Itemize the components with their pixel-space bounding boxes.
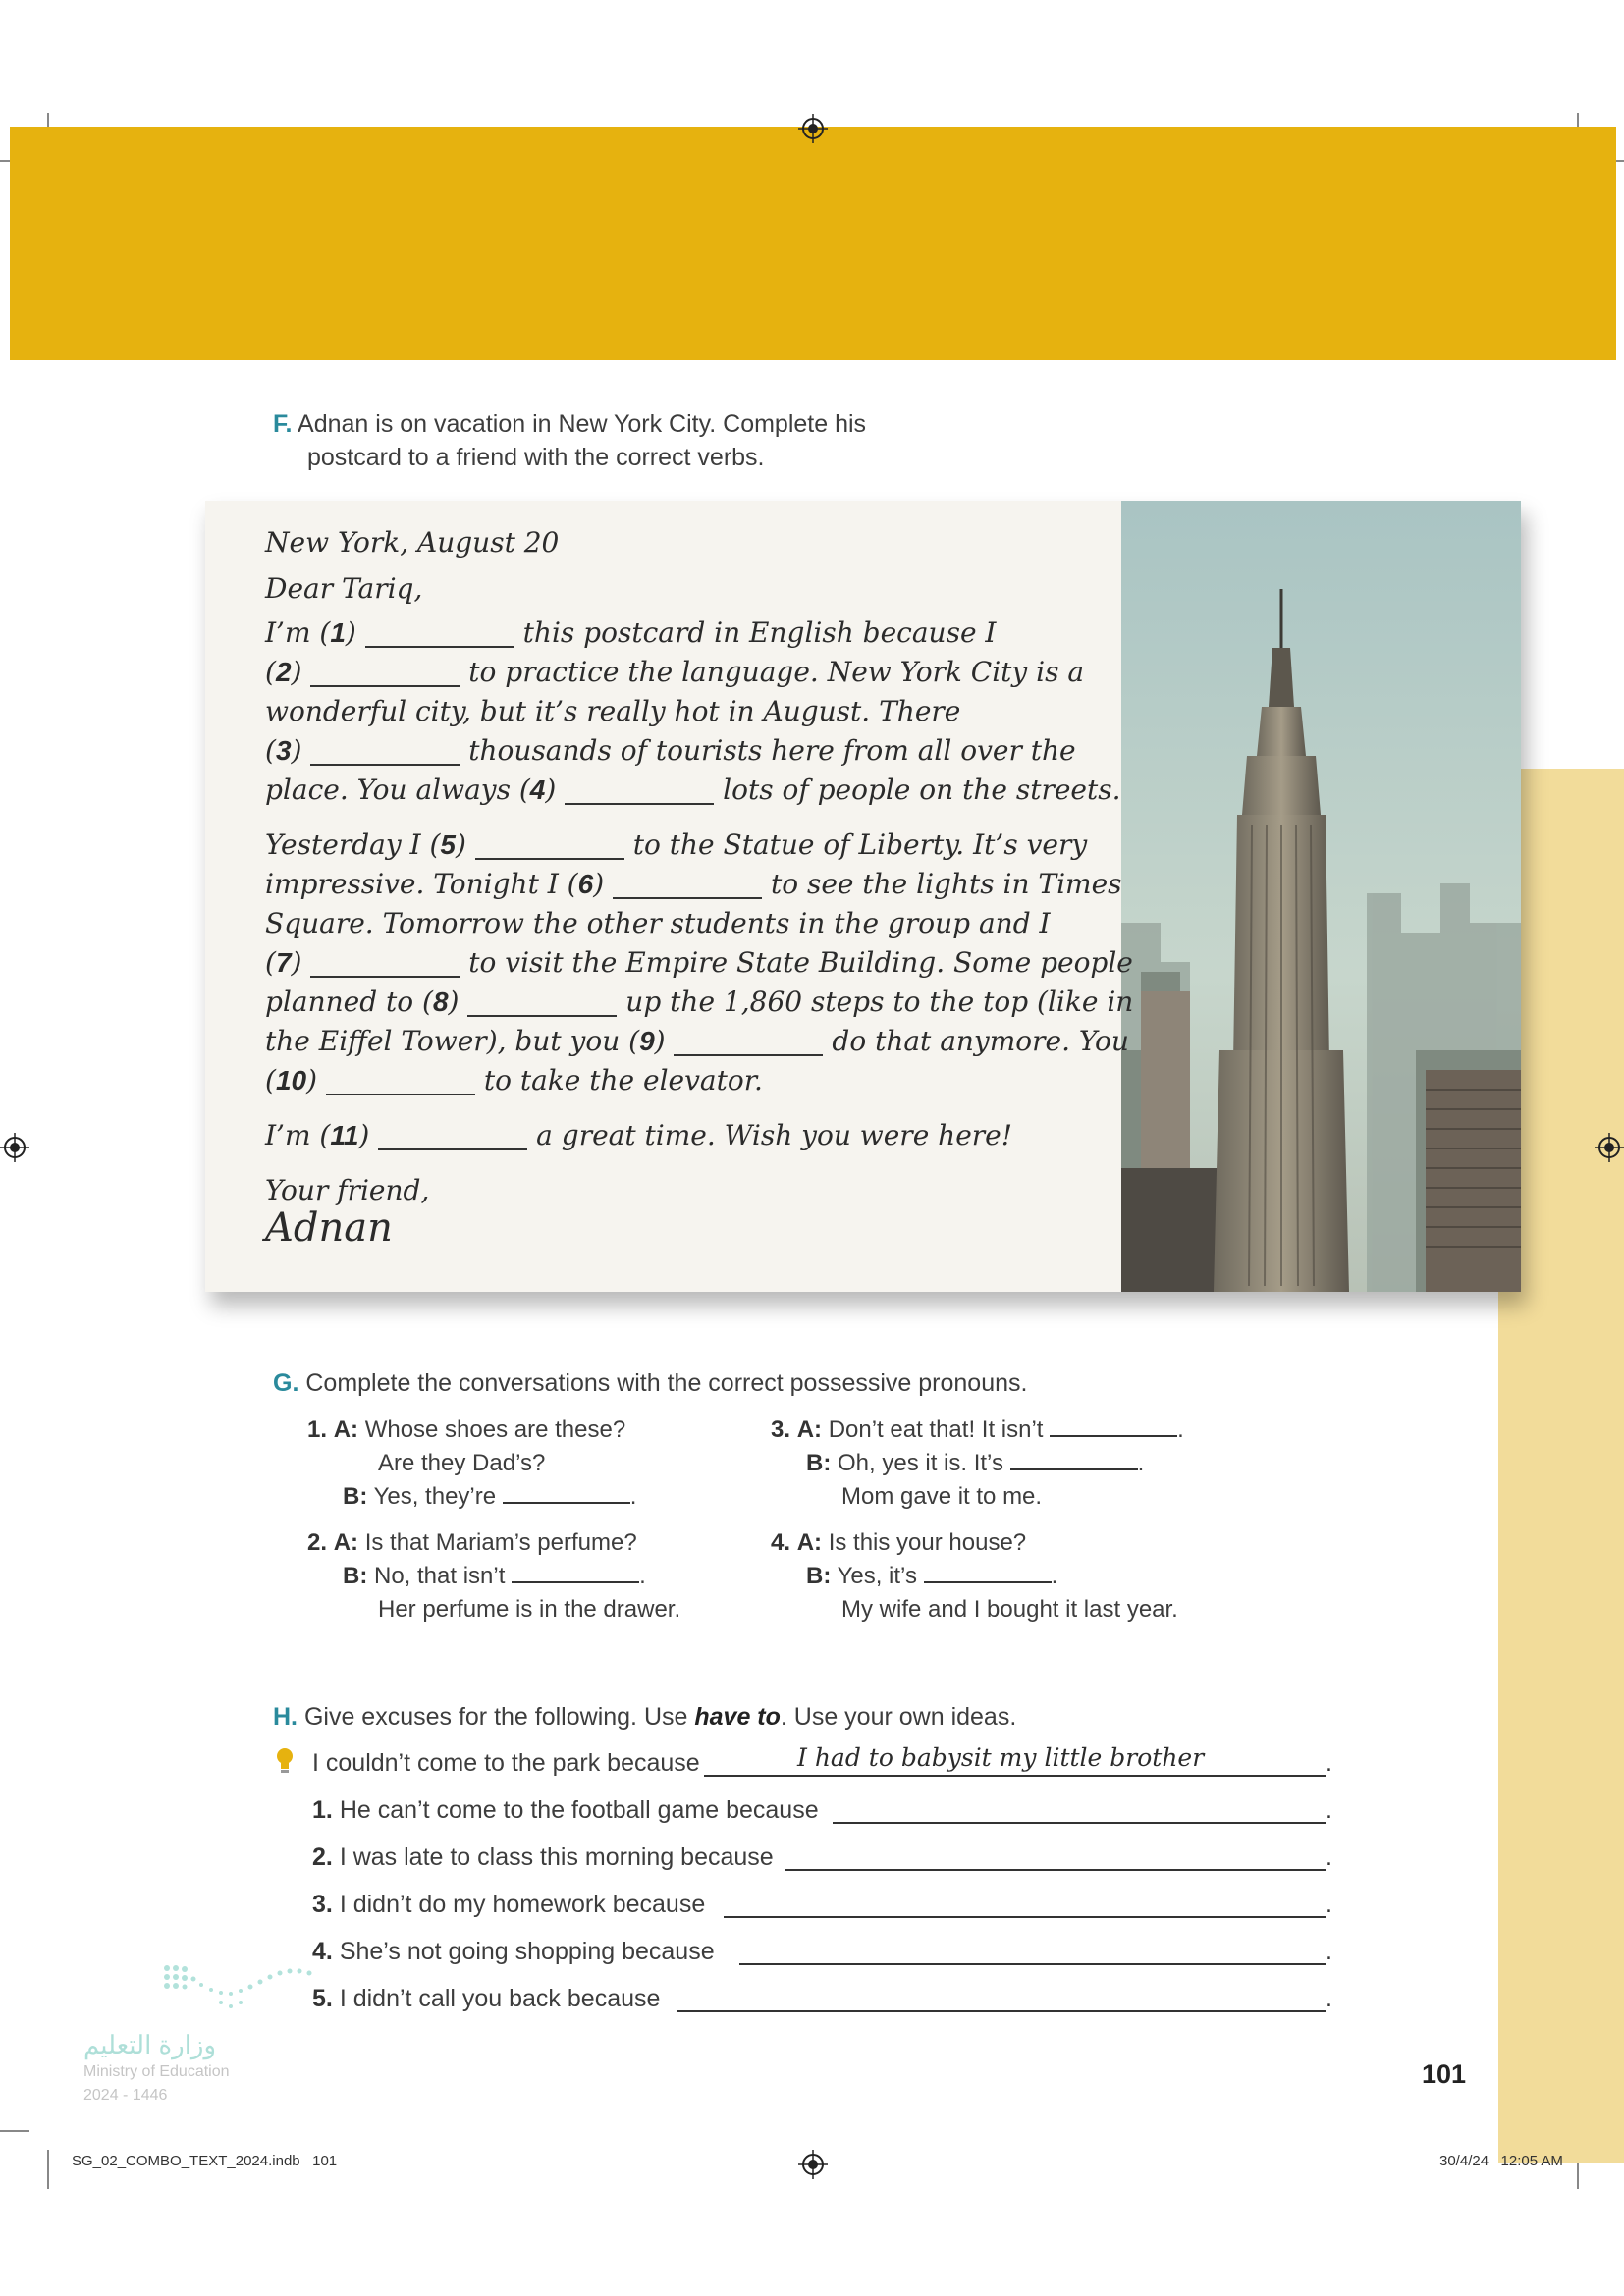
blank-number: 10 bbox=[275, 1065, 307, 1095]
excuse-item-3: 3. I didn’t do my homework because bbox=[312, 1891, 706, 1918]
answer-blank-3[interactable] bbox=[310, 738, 460, 766]
text: Yesterday I ( bbox=[265, 828, 441, 861]
blank-number: 6 bbox=[577, 869, 594, 899]
header-banner bbox=[10, 127, 1616, 360]
speaker-a: A: bbox=[796, 1529, 823, 1556]
line-text: Is that Mariam’s perfume? bbox=[364, 1529, 637, 1556]
registration-mark-icon bbox=[1595, 1133, 1624, 1162]
text: planned to ( bbox=[265, 986, 433, 1018]
speaker-a: A: bbox=[333, 1416, 359, 1443]
postcard-signature: Adnan bbox=[265, 1205, 393, 1251]
example-answer: I had to babysit my little brother bbox=[797, 1743, 1205, 1772]
registration-mark-icon bbox=[798, 114, 828, 143]
blank-number: 3 bbox=[275, 735, 292, 766]
exercise-h-instruction bbox=[273, 1700, 1016, 1734]
answer-blank-1[interactable] bbox=[365, 620, 514, 648]
footer-datetime: 30/4/24 12:05 AM bbox=[1439, 2153, 1563, 2169]
excuse-item-2: 2. I was late to class this morning because bbox=[312, 1843, 774, 1871]
blank-number: 1 bbox=[330, 617, 346, 648]
blank-number: 9 bbox=[639, 1026, 655, 1056]
line-text: My wife and I bought it last year. bbox=[841, 1596, 1178, 1623]
postcard-line: wonderful city, but it’s really hot in August. There bbox=[265, 695, 961, 727]
text: do that anymore. You bbox=[832, 1025, 1129, 1057]
instruction-text: postcard to a friend with the correct verbs. bbox=[307, 444, 765, 471]
answer-blank[interactable] bbox=[1010, 1449, 1138, 1470]
blank-number: 5 bbox=[440, 829, 456, 860]
text: thousands of tourists here from all over the bbox=[468, 734, 1076, 767]
text: up the 1,860 steps to the top (like in bbox=[625, 986, 1134, 1018]
text: to see the lights in Times bbox=[770, 868, 1122, 900]
ministry-year: 2024 - 1446 bbox=[83, 2087, 168, 2104]
answer-blank[interactable] bbox=[1050, 1415, 1177, 1437]
speaker-a: A: bbox=[796, 1416, 823, 1443]
line-text: Is this your house? bbox=[828, 1529, 1027, 1556]
line-text: Yes, they’re bbox=[373, 1483, 497, 1510]
postcard-line: the Eiffel Tower), but you (9) do that anymore. You bbox=[265, 1025, 1129, 1057]
item-number: 2. bbox=[307, 1529, 328, 1556]
answer-line-4[interactable] bbox=[739, 1963, 1326, 1965]
text: the Eiffel Tower), but you ( bbox=[265, 1025, 640, 1057]
text: to take the elevator. bbox=[483, 1064, 763, 1096]
blank-number: 2 bbox=[275, 657, 292, 687]
registration-mark-icon bbox=[798, 2150, 828, 2179]
text: lots of people on the streets. bbox=[723, 774, 1121, 806]
exercise-letter: H. bbox=[273, 1703, 298, 1731]
conversation-1: 1. A: Whose shoes are these? Are they Dad’s? B: Yes, they’re . bbox=[307, 1416, 637, 1510]
item-number: 1. bbox=[307, 1416, 328, 1443]
line-text: Yes, it’s bbox=[837, 1563, 917, 1589]
answer-blank-7[interactable] bbox=[310, 950, 460, 978]
answer-blank-10[interactable] bbox=[326, 1068, 475, 1095]
example-answer-line bbox=[704, 1775, 1326, 1777]
answer-blank[interactable] bbox=[512, 1562, 639, 1583]
postcard-line: Square. Tomorrow the other students in the group and I bbox=[265, 907, 1051, 939]
answer-line-5[interactable] bbox=[677, 2010, 1326, 2012]
postcard-line: (3) thousands of tourists here from all over the bbox=[265, 734, 1076, 767]
instruction-text: Complete the conversations with the correct possessive pronouns. bbox=[305, 1369, 1028, 1397]
postcard-line: I’m (11) a great time. Wish you were here! bbox=[265, 1119, 1012, 1151]
text: this postcard in English because I bbox=[522, 616, 997, 649]
speaker-a: A: bbox=[333, 1529, 359, 1556]
conversation-2: 2. A: Is that Mariam’s perfume? B: No, that isn’t . Her perfume is in the drawer. bbox=[307, 1529, 681, 1623]
speaker-b: B: bbox=[806, 1450, 832, 1476]
footer-file-info: SG_02_COMBO_TEXT_2024.indb 101 bbox=[72, 2153, 338, 2169]
blank-number: 8 bbox=[432, 987, 449, 1017]
crop-mark bbox=[0, 2130, 29, 2132]
postcard-line: (2) to practice the language. New York City is a bbox=[265, 656, 1085, 688]
line-text: No, that isn’t bbox=[374, 1563, 506, 1589]
exercise-letter: G. bbox=[273, 1369, 299, 1397]
registration-mark-icon bbox=[0, 1133, 29, 1162]
speaker-b: B: bbox=[806, 1563, 832, 1589]
postcard-closing: Your friend, bbox=[265, 1174, 430, 1206]
text: I’m ( bbox=[265, 616, 331, 649]
text: I’m ( bbox=[265, 1119, 331, 1151]
excuse-item-4: 4. She’s not going shopping because bbox=[312, 1938, 715, 1965]
answer-blank-2[interactable] bbox=[310, 660, 460, 687]
instruction-text: Adnan is on vacation in New York City. Complete his bbox=[298, 410, 867, 438]
excuse-item-1: 1. He can’t come to the football game because bbox=[312, 1796, 819, 1824]
conversation-3: 3. A: Don’t eat that! It isn’t . B: Oh, yes it is. It’s . Mom gave it to me. bbox=[771, 1416, 1184, 1510]
example-prompt: I couldn’t come to the park because bbox=[312, 1749, 700, 1777]
exercise-g-instruction bbox=[273, 1366, 1027, 1400]
line-text: Mom gave it to me. bbox=[841, 1483, 1043, 1510]
line-text: Whose shoes are these? bbox=[364, 1416, 626, 1443]
postcard-date: New York, August 20 bbox=[265, 526, 560, 559]
text: to the Statue of Liberty. It’s very bbox=[632, 828, 1088, 861]
ministry-arabic-name: وزارة التعليم bbox=[83, 2030, 217, 2059]
instruction-text: Give excuses for the following. Use bbox=[303, 1703, 695, 1731]
postcard-line: (10) to take the elevator. bbox=[265, 1064, 763, 1096]
answer-blank-8[interactable] bbox=[467, 989, 617, 1017]
blank-number: 7 bbox=[275, 947, 292, 978]
lightbulb-icon bbox=[276, 1747, 294, 1775]
answer-line-2[interactable] bbox=[785, 1869, 1326, 1871]
conversation-4: 4. A: Is this your house? B: Yes, it’s . My wife and I bought it last year. bbox=[771, 1529, 1178, 1623]
speaker-b: B: bbox=[343, 1563, 368, 1589]
exercise-letter: F. bbox=[273, 410, 293, 438]
answer-blank-4[interactable] bbox=[565, 777, 714, 805]
answer-blank[interactable] bbox=[924, 1562, 1052, 1583]
text: to practice the language. New York City is a bbox=[468, 656, 1085, 688]
speaker-b: B: bbox=[343, 1483, 368, 1510]
ministry-logo-icon bbox=[162, 1963, 319, 2017]
postcard-line: place. You always (4) lots of people on the streets. bbox=[265, 774, 1121, 806]
excuse-item-5: 5. I didn’t call you back because bbox=[312, 1985, 661, 2012]
text: a great time. Wish you were here! bbox=[536, 1119, 1012, 1151]
item-number: 3. bbox=[771, 1416, 791, 1443]
item-number: 4. bbox=[771, 1529, 791, 1556]
postcard-line: (7) to visit the Empire State Building. Some people bbox=[265, 946, 1133, 979]
answer-line-3[interactable] bbox=[724, 1916, 1326, 1918]
blank-number: 4 bbox=[529, 774, 546, 805]
exercise-f-instruction bbox=[273, 407, 866, 474]
answer-blank-6[interactable] bbox=[613, 872, 762, 899]
page-number: 101 bbox=[1422, 2059, 1467, 2089]
text: place. You always ( bbox=[265, 774, 530, 806]
postcard-line: planned to (8) up the 1,860 steps to the top (like in bbox=[265, 986, 1134, 1018]
answer-blank-5[interactable] bbox=[475, 832, 624, 860]
answer-line-1[interactable] bbox=[833, 1822, 1326, 1824]
text: impressive. Tonight I ( bbox=[265, 868, 578, 900]
instruction-bold: have to bbox=[694, 1703, 781, 1731]
ministry-english-name: Ministry of Education bbox=[83, 2063, 230, 2080]
line-text: Her perfume is in the drawer. bbox=[378, 1596, 681, 1623]
answer-blank-11[interactable] bbox=[378, 1123, 527, 1150]
line-text: Don’t eat that! It isn’t bbox=[828, 1416, 1044, 1443]
line-text: Oh, yes it is. It’s bbox=[838, 1450, 1003, 1476]
instruction-text: . Use your own ideas. bbox=[780, 1703, 1017, 1731]
crop-mark bbox=[47, 2150, 49, 2189]
answer-blank-9[interactable] bbox=[674, 1029, 823, 1056]
postcard-greeting: Dear Tariq, bbox=[265, 572, 423, 605]
line-text: Are they Dad’s? bbox=[378, 1450, 546, 1476]
blank-number: 11 bbox=[330, 1120, 359, 1150]
empire-state-building-photo bbox=[1121, 501, 1521, 1292]
postcard-line: Yesterday I (5) to the Statue of Liberty. It’s very bbox=[265, 828, 1088, 861]
text: to visit the Empire State Building. Some people bbox=[468, 946, 1133, 979]
postcard-line: I’m (1) this postcard in English because I bbox=[265, 616, 997, 649]
answer-blank[interactable] bbox=[503, 1482, 630, 1504]
postcard-line: impressive. Tonight I (6) to see the lights in Times bbox=[265, 868, 1122, 900]
